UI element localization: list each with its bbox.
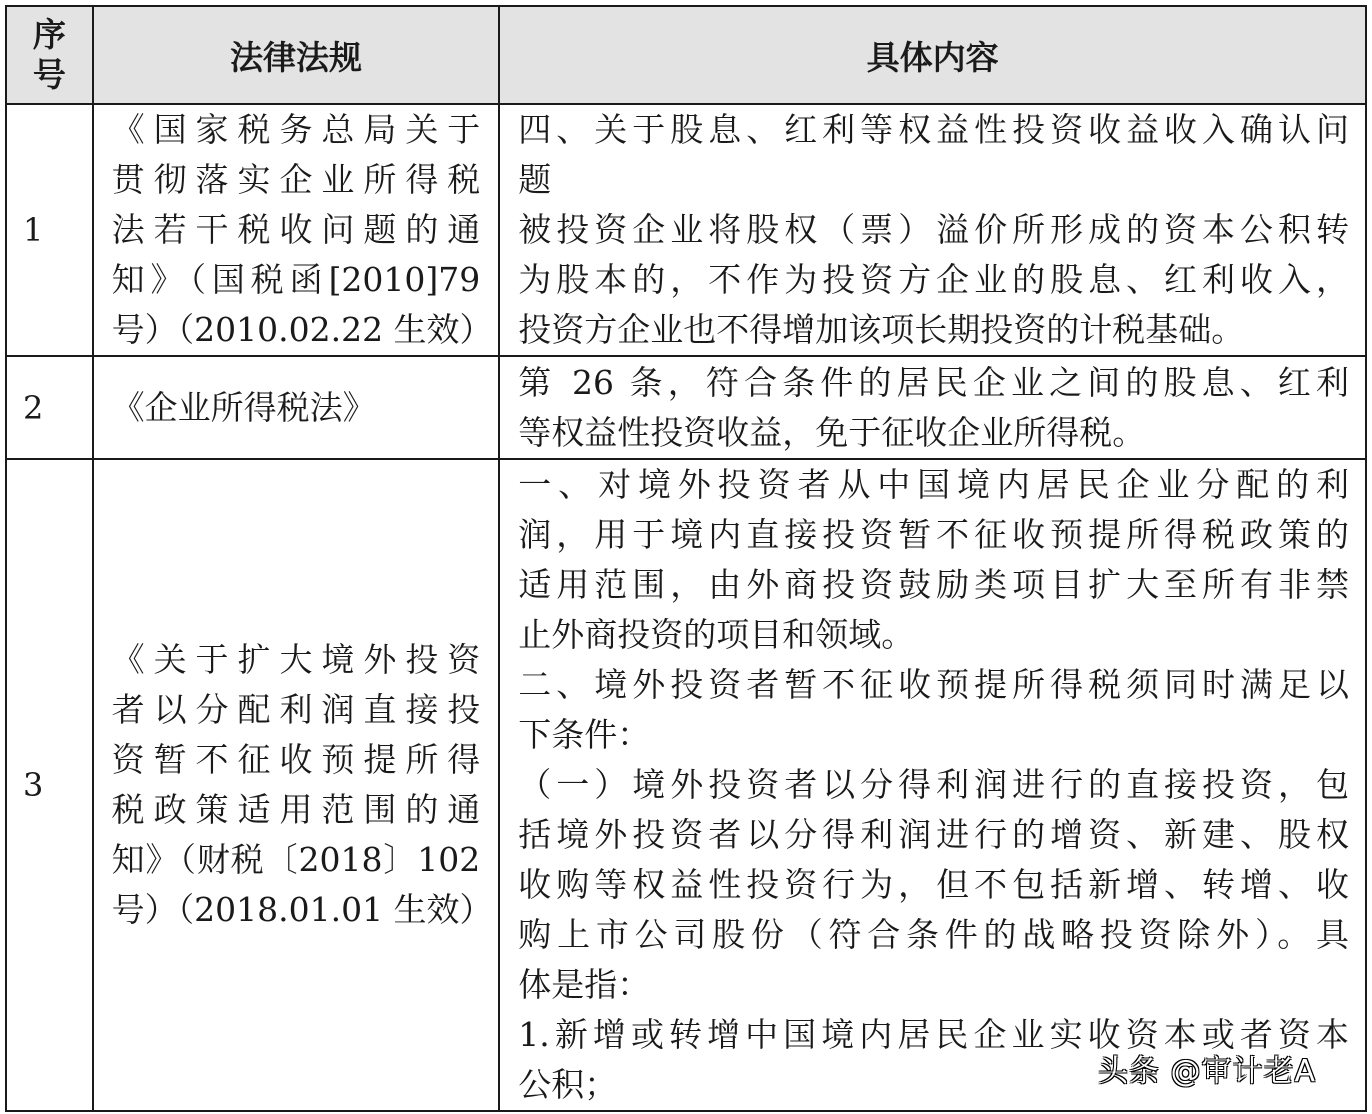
content-line: 四、关于股息、红利等权益性投资收益收入确认问 (518, 110, 1349, 149)
content-line: 为股本的，不作为投资方企业的股息、红利收入， (518, 260, 1349, 299)
content-line: 投资方企业也不得增加该项长期投资的计税基础。 (518, 310, 1245, 349)
content-line: 题 (518, 160, 552, 199)
law-line: 贯彻落实企业所得税 (111, 160, 481, 199)
watermark: 头条 @审计老A (1098, 1054, 1317, 1089)
row-number: 3 (6, 459, 93, 1111)
content-line: （一）境外投资者以分得利润进行的直接投资，包 (518, 765, 1349, 804)
law-cell (93, 356, 500, 459)
table-row (6, 104, 1366, 356)
law-line: 知》（财税〔2018〕102 (111, 840, 481, 879)
content-line: 一、对境外投资者从中国境内居民企业分配的利 (518, 465, 1349, 504)
row-number: 1 (6, 104, 93, 356)
content-line: 等权益性投资收益，免于征收企业所得税。 (518, 412, 1146, 452)
content-line: 括境外投资者以分得利润进行的增资、新建、股权 (518, 815, 1349, 854)
header-seq-line: 号 (32, 55, 66, 94)
content-line: 体是指： (518, 965, 651, 1004)
content-line: 收购等权益性投资行为，但不包括新增、转增、收 (518, 865, 1349, 904)
law-cell (93, 104, 500, 356)
law-line: 法若干税收问题的通 (111, 210, 481, 249)
content-line: 公积； (518, 1065, 618, 1104)
content-line: 止外商投资的项目和领域。 (518, 615, 915, 654)
regulations-table (5, 5, 1367, 1112)
law-line: 者以分配利润直接投 (111, 690, 481, 729)
content-cell (499, 356, 1366, 459)
header-content: 具体内容 (499, 6, 1366, 104)
content-line: 二、境外投资者暂不征收预提所得税须同时满足以 (518, 665, 1349, 704)
content-cell (499, 459, 1366, 1111)
content-line: 润，用于境内直接投资暂不征收预提所得税政策的 (518, 515, 1349, 554)
row-number: 2 (6, 356, 93, 459)
table-row (6, 356, 1366, 459)
content-line: 下条件： (518, 715, 651, 754)
law-line: 税政策适用范围的通 (111, 790, 481, 829)
law-line: 资暂不征收预提所得 (111, 740, 481, 779)
law-line: 《国家税务总局关于 (111, 110, 481, 149)
content-line: 被投资企业将股权（票）溢价所形成的资本公积转 (518, 210, 1349, 249)
law-line: 《企业所得税法》 (111, 387, 376, 427)
law-cell (93, 459, 500, 1111)
content-cell (499, 104, 1366, 356)
law-line: 号）（2018.01.01 生效） (111, 890, 493, 929)
header-law: 法律法规 (93, 6, 500, 104)
content-line: 适用范围，由外商投资鼓励类项目扩大至所有非禁 (518, 565, 1349, 604)
content-line: 1.新增或转增中国境内居民企业实收资本或者资本 (518, 1015, 1349, 1054)
header-seq-line: 序 (32, 15, 66, 54)
content-line: 第 26 条，符合条件的居民企业之间的股息、红利 (518, 362, 1349, 402)
table-header-row (6, 6, 1366, 104)
law-line: 《关于扩大境外投资 (111, 640, 481, 679)
table-row (6, 459, 1366, 1111)
law-line: 号）（2010.02.22 生效） (111, 310, 493, 349)
law-line: 知》（国税函[2010]79 (111, 260, 481, 299)
header-seq (6, 6, 93, 104)
content-line: 购上市公司股份（符合条件的战略投资除外）。具 (518, 915, 1349, 954)
